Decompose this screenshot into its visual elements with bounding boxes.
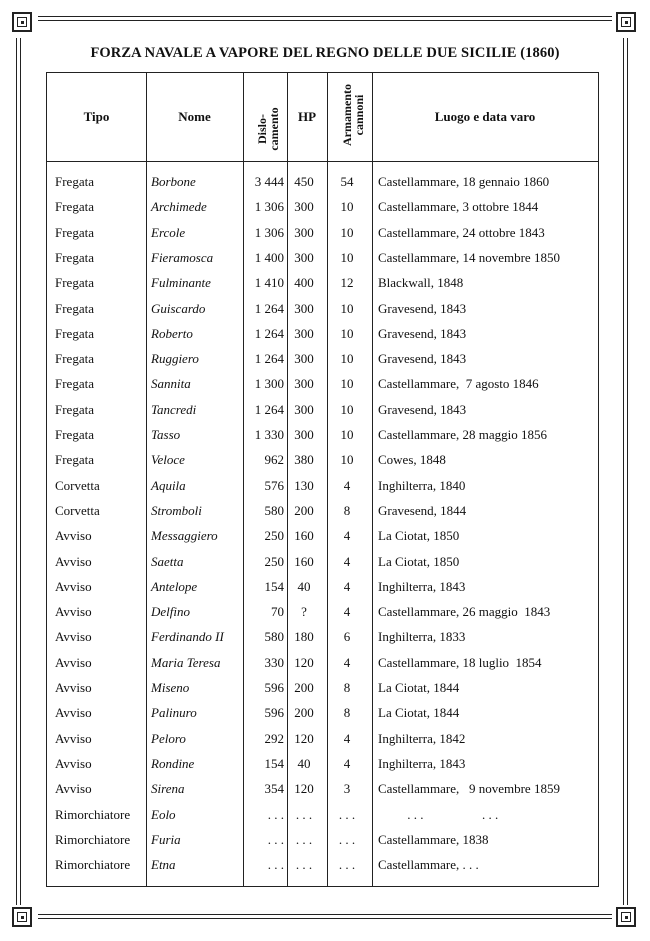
cell-nome: Sirena	[151, 781, 185, 797]
cell-armamento: 10	[340, 401, 354, 417]
frame-left-rule-inner	[20, 38, 21, 905]
cell-dislocamento: 3 444	[254, 174, 284, 189]
header-separator	[47, 161, 598, 162]
cell-hp: . . .	[295, 806, 313, 822]
header-tipo: Tipo	[83, 109, 110, 124]
cell-dislocamento: 250	[264, 528, 284, 544]
navy-table	[46, 72, 599, 887]
header-luogo: Luogo e data varo	[434, 109, 536, 124]
cell-hp: 300	[294, 224, 314, 240]
cell-hp: 160	[294, 528, 314, 544]
cell-hp: 120	[294, 654, 314, 670]
cell-dislocamento: 576	[264, 477, 284, 493]
cell-nome: Sannita	[151, 376, 191, 392]
cell-dislocamento: 1 264	[254, 351, 284, 367]
cell-armamento: 10	[340, 199, 354, 215]
table-row	[47, 579, 598, 604]
cell-tipo: Avviso	[55, 578, 92, 594]
cell-dislocamento: . . .	[267, 806, 284, 822]
table-row	[47, 351, 598, 376]
table-row	[47, 680, 598, 705]
cell-hp: 40	[297, 578, 311, 594]
cell-dislocamento: . . .	[267, 831, 284, 847]
cell-nome: Fieramosca	[151, 249, 214, 265]
cell-armamento: 4	[343, 477, 351, 493]
cell-nome: Archimede	[151, 199, 207, 215]
cell-nome: Furia	[151, 831, 181, 847]
cell-luogo: Castellammare, 18 luglio 1854	[378, 654, 542, 670]
frame-left-rule	[16, 38, 17, 905]
corner-ornament-bottom-right	[616, 907, 636, 927]
cell-tipo: Fregata	[55, 452, 94, 468]
cell-armamento: 4	[343, 604, 351, 620]
cell-hp: . . .	[295, 857, 313, 873]
cell-hp: 120	[294, 730, 314, 746]
cell-nome: Ercole	[151, 224, 186, 240]
cell-luogo: Gravesend, 1843	[378, 300, 467, 316]
cell-dislocamento: 154	[264, 578, 284, 594]
cell-tipo: Rimorchiatore	[55, 806, 131, 822]
cell-luogo: Inghilterra, 1840	[378, 477, 466, 493]
cell-luogo: Gravesend, 1843	[378, 401, 467, 417]
cell-hp: 300	[294, 351, 314, 367]
cell-armamento: 8	[343, 502, 351, 518]
cell-luogo: La Ciotat, 1844	[378, 705, 460, 721]
cell-dislocamento: 580	[264, 502, 284, 518]
table-row	[47, 807, 598, 832]
cell-nome: Guiscardo	[151, 300, 206, 316]
cell-hp: . . .	[295, 831, 313, 847]
header-dislocamento-line2: camento	[267, 107, 281, 151]
cell-armamento: 4	[343, 528, 351, 544]
header-hp: HP	[297, 109, 317, 124]
cell-armamento: 10	[340, 224, 354, 240]
table-row	[47, 554, 598, 579]
cell-tipo: Rimorchiatore	[55, 857, 131, 873]
cell-dislocamento: 292	[264, 730, 284, 746]
table-row	[47, 503, 598, 528]
cell-dislocamento: 1 264	[254, 401, 284, 417]
table-row	[47, 857, 598, 882]
cell-hp: 40	[297, 755, 311, 771]
cell-tipo: Avviso	[55, 755, 92, 771]
cell-luogo: La Ciotat, 1850	[378, 528, 460, 544]
cell-luogo: Gravesend, 1843	[378, 325, 467, 341]
cell-nome: Tasso	[151, 427, 181, 442]
cell-dislocamento: 1 400	[254, 249, 284, 265]
cell-hp: 300	[294, 300, 314, 316]
cell-dislocamento: 154	[264, 755, 284, 771]
table-row	[47, 326, 598, 351]
cell-tipo: Corvetta	[55, 477, 100, 493]
cell-dislocamento: 1 410	[254, 275, 284, 291]
cell-luogo: Cowes, 1848	[378, 452, 446, 468]
cell-dislocamento: 1 300	[254, 376, 284, 392]
cell-armamento: 4	[343, 654, 351, 670]
cell-luogo: Gravesend, 1844	[378, 502, 467, 518]
cell-hp: ?	[301, 604, 307, 620]
cell-tipo: Fregata	[55, 199, 94, 215]
cell-nome: Borbone	[151, 174, 196, 189]
cell-nome: Veloce	[151, 452, 185, 468]
cell-nome: Eolo	[151, 806, 176, 822]
cell-tipo: Avviso	[55, 781, 92, 797]
frame-bottom-rule-inner	[38, 918, 612, 919]
cell-armamento: 6	[343, 629, 351, 645]
cell-armamento: 10	[340, 376, 354, 392]
table-row	[47, 731, 598, 756]
corner-ornament-top-left	[12, 12, 32, 32]
cell-hp: 450	[294, 174, 314, 189]
cell-nome: Roberto	[151, 325, 193, 341]
cell-luogo: Inghilterra, 1843	[378, 578, 466, 594]
frame-top-rule	[38, 16, 612, 17]
cell-tipo: Avviso	[55, 654, 92, 670]
cell-dislocamento: 580	[264, 629, 284, 645]
cell-armamento: 54	[340, 174, 354, 189]
cell-nome: Stromboli	[151, 502, 202, 518]
cell-luogo: Blackwall, 1848	[378, 275, 464, 291]
cell-dislocamento: 596	[264, 705, 284, 721]
cell-dislocamento: 962	[264, 452, 284, 468]
frame-top-rule-inner	[38, 20, 612, 21]
cell-nome: Tancredi	[151, 401, 197, 417]
cell-hp: 200	[294, 680, 314, 695]
table-row	[47, 528, 598, 553]
cell-dislocamento: 1 264	[254, 325, 284, 341]
cell-tipo: Fregata	[55, 325, 94, 341]
cell-armamento: 8	[343, 705, 351, 721]
cell-hp: 300	[294, 401, 314, 417]
cell-luogo: Castellammare, . . .	[378, 857, 479, 873]
table-row	[47, 832, 598, 857]
cell-tipo: Fregata	[55, 376, 94, 392]
cell-armamento: 4	[343, 578, 351, 594]
cell-armamento: 10	[340, 351, 354, 367]
cell-hp: 300	[294, 376, 314, 392]
cell-tipo: Fregata	[55, 351, 94, 367]
cell-hp: 160	[294, 553, 314, 569]
cell-dislocamento: 596	[264, 680, 284, 695]
cell-tipo: Avviso	[55, 553, 92, 569]
cell-dislocamento: 330	[264, 654, 284, 670]
cell-luogo: Inghilterra, 1833	[378, 629, 466, 645]
cell-luogo: Castellammare, 26 maggio 1843	[378, 604, 551, 620]
cell-dislocamento: 354	[264, 781, 284, 797]
cell-nome: Rondine	[151, 755, 195, 771]
cell-tipo: Avviso	[55, 629, 92, 645]
cell-tipo: Fregata	[55, 427, 94, 442]
cell-armamento: 4	[343, 755, 351, 771]
cell-tipo: Fregata	[55, 249, 94, 265]
cell-hp: 200	[294, 502, 314, 518]
table-row	[47, 402, 598, 427]
cell-nome: Aquila	[151, 477, 186, 493]
cell-tipo: Avviso	[55, 604, 92, 620]
cell-nome: Delfino	[151, 604, 190, 620]
cell-luogo: Castellammare, 24 ottobre 1843	[378, 224, 545, 240]
cell-hp: 200	[294, 705, 314, 721]
table-row	[47, 655, 598, 680]
cell-armamento: 3	[343, 781, 351, 797]
cell-luogo: La Ciotat, 1844	[378, 680, 460, 695]
cell-luogo: Inghilterra, 1843	[378, 755, 466, 771]
cell-armamento: 12	[340, 275, 354, 291]
corner-ornament-bottom-left	[12, 907, 32, 927]
cell-nome: Messaggiero	[151, 528, 218, 544]
cell-nome: Saetta	[151, 553, 184, 569]
cell-armamento: 8	[343, 680, 351, 695]
header-armamento-line1: Armamento	[340, 84, 354, 146]
cell-luogo: Castellammare, 1838	[378, 831, 489, 847]
cell-nome: Palinuro	[151, 705, 197, 721]
page-title: FORZA NAVALE A VAPORE DEL REGNO DELLE DUE SICILIE (1860)	[90, 45, 560, 61]
cell-luogo: Castellammare, 7 agosto 1846	[378, 376, 539, 392]
cell-nome: Peloro	[151, 730, 186, 746]
cell-luogo: Castellammare, 3 ottobre 1844	[378, 199, 539, 215]
cell-dislocamento: 70	[271, 604, 284, 620]
cell-hp: 380	[294, 452, 314, 468]
cell-tipo: Avviso	[55, 730, 92, 746]
corner-ornament-top-right	[616, 12, 636, 32]
cell-luogo: . . . . . .	[378, 806, 499, 822]
table-row	[47, 756, 598, 781]
cell-hp: 300	[294, 427, 314, 442]
cell-tipo: Avviso	[55, 680, 92, 695]
cell-armamento: 4	[343, 553, 351, 569]
cell-armamento: 10	[340, 300, 354, 316]
cell-armamento: 10	[340, 325, 354, 341]
cell-dislocamento: 250	[264, 553, 284, 569]
table-row	[47, 427, 598, 452]
cell-nome: Fulminante	[151, 275, 211, 291]
table-row	[47, 301, 598, 326]
table-row	[47, 452, 598, 477]
table-row	[47, 199, 598, 224]
table-row	[47, 604, 598, 629]
cell-dislocamento: 1 264	[254, 300, 284, 316]
cell-armamento: . . .	[338, 857, 356, 873]
cell-tipo: Fregata	[55, 401, 94, 417]
header-nome: Nome	[178, 109, 211, 124]
cell-dislocamento: 1 306	[254, 199, 284, 215]
cell-luogo: Castellammare, 9 novembre 1859	[378, 781, 560, 797]
table-row	[47, 275, 598, 300]
cell-nome: Miseno	[151, 680, 190, 695]
cell-hp: 300	[294, 325, 314, 341]
cell-hp: 300	[294, 199, 314, 215]
table-row	[47, 174, 598, 199]
cell-dislocamento: 1 330	[254, 427, 284, 442]
cell-tipo: Rimorchiatore	[55, 831, 131, 847]
cell-tipo: Avviso	[55, 528, 92, 544]
cell-armamento: 10	[340, 249, 354, 265]
table-row	[47, 225, 598, 250]
cell-hp: 130	[294, 477, 314, 493]
table-row	[47, 478, 598, 503]
cell-hp: 400	[294, 275, 314, 291]
cell-nome: Ruggiero	[151, 351, 199, 367]
cell-luogo: Castellammare, 28 maggio 1856	[378, 427, 547, 442]
cell-tipo: Fregata	[55, 300, 94, 316]
cell-nome: Etna	[151, 857, 176, 873]
cell-hp: 180	[294, 629, 314, 645]
table-row	[47, 629, 598, 654]
cell-armamento: . . .	[338, 806, 356, 822]
cell-armamento: 10	[340, 427, 354, 442]
cell-tipo: Fregata	[55, 275, 94, 291]
cell-armamento: . . .	[338, 831, 356, 847]
header-dislocamento-line1: Dislo-	[255, 114, 269, 144]
cell-luogo: Gravesend, 1843	[378, 351, 467, 367]
table-row	[47, 705, 598, 730]
cell-hp: 120	[294, 781, 314, 797]
cell-tipo: Avviso	[55, 705, 92, 721]
cell-tipo: Corvetta	[55, 502, 100, 518]
frame-bottom-rule	[38, 914, 612, 915]
cell-luogo: Castellammare, 18 gennaio 1860	[378, 174, 550, 189]
frame-right-rule	[627, 38, 628, 905]
cell-luogo: Castellammare, 14 novembre 1850	[378, 249, 560, 265]
cell-nome: Maria Teresa	[151, 654, 221, 670]
table-row	[47, 250, 598, 275]
cell-dislocamento: 1 306	[254, 224, 284, 240]
cell-nome: Ferdinando II	[151, 629, 224, 645]
cell-luogo: La Ciotat, 1850	[378, 553, 460, 569]
cell-nome: Antelope	[151, 578, 198, 594]
frame-right-rule-inner	[623, 38, 624, 905]
table-row	[47, 376, 598, 401]
cell-armamento: 10	[340, 452, 354, 468]
table-row	[47, 781, 598, 806]
cell-dislocamento: . . .	[267, 857, 284, 873]
cell-tipo: Fregata	[55, 224, 94, 240]
header-armamento-line2: cannoni	[352, 94, 366, 136]
cell-armamento: 4	[343, 730, 351, 746]
cell-luogo: Inghilterra, 1842	[378, 730, 466, 746]
cell-tipo: Fregata	[55, 174, 94, 189]
cell-hp: 300	[294, 249, 314, 265]
